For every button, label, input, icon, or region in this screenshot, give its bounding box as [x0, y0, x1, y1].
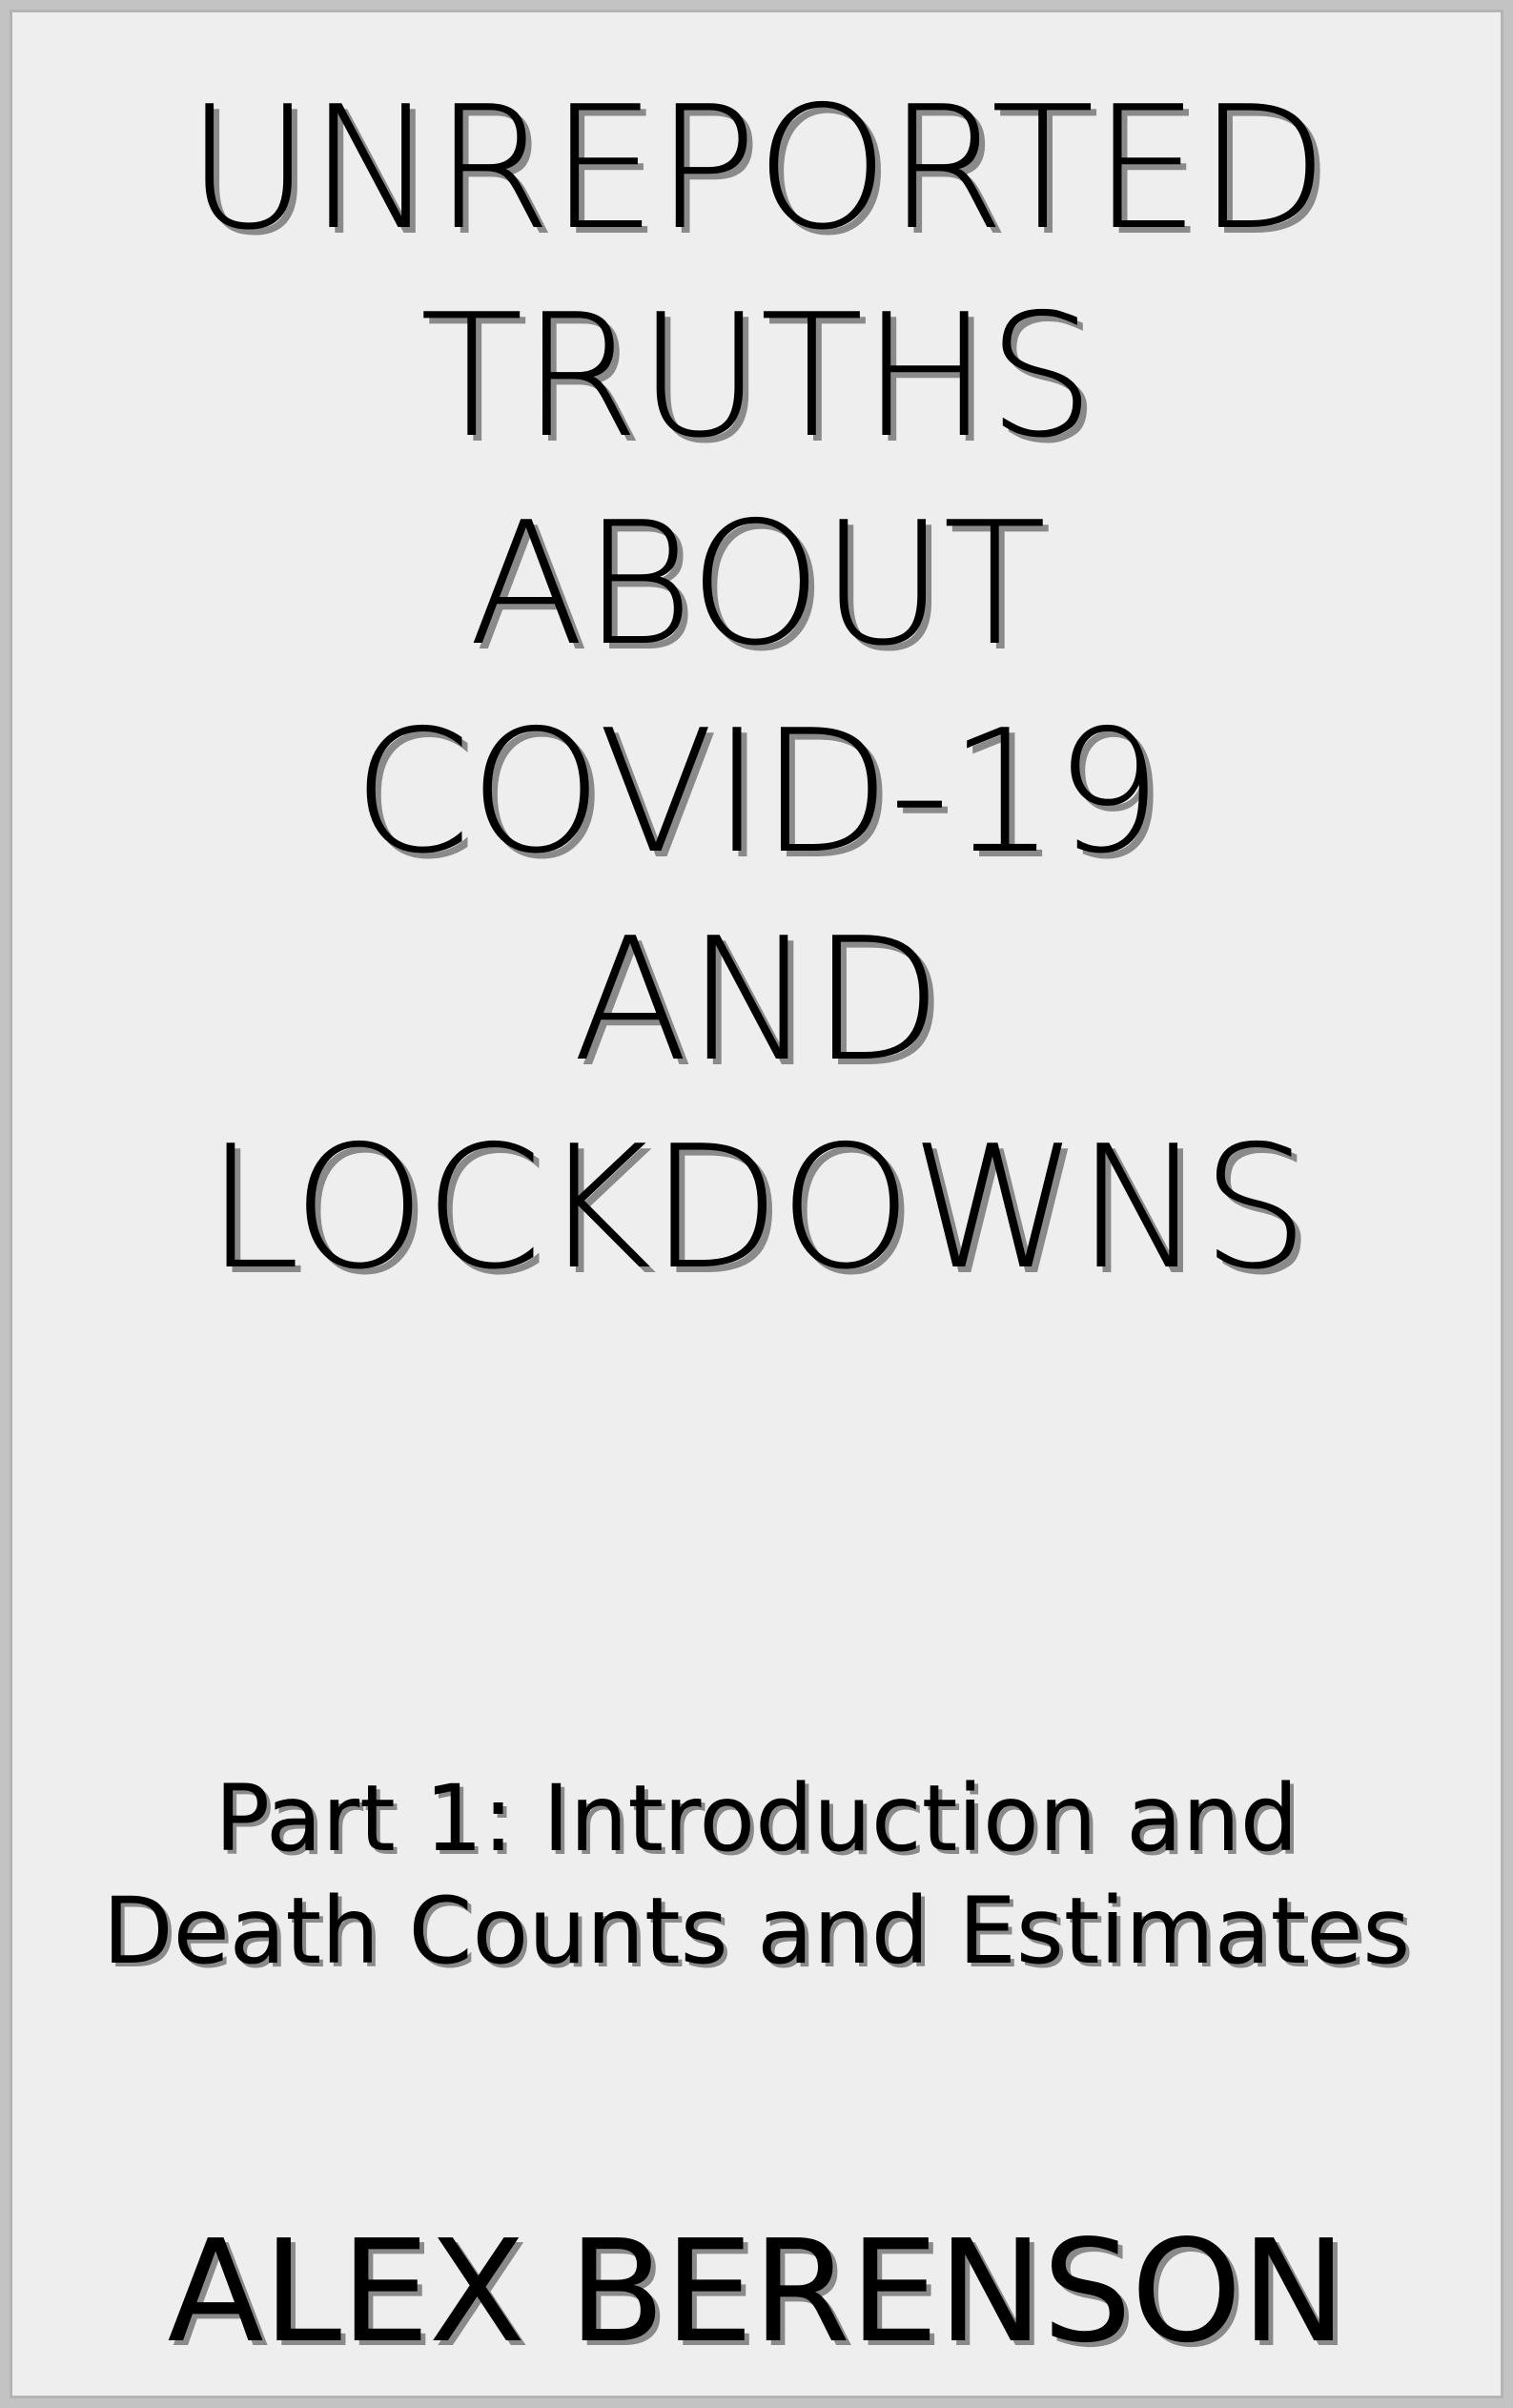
book-subtitle	[12, 1762, 1501, 1987]
title-line: COVID-19	[352, 693, 1161, 891]
title-line: ABOUT	[468, 485, 1045, 683]
book-cover	[10, 10, 1503, 2398]
title-line: AND	[572, 901, 941, 1099]
title-line: TRUTHS	[419, 278, 1094, 475]
subtitle-line: Part 1: Introduction and	[215, 1765, 1298, 1872]
title-line: UNREPORTED	[186, 70, 1327, 267]
author-name: ALEX BERENSON	[167, 2210, 1346, 2374]
subtitle-line: Death Counts and Estimates	[102, 1878, 1411, 1985]
title-line: LOCKDOWNS	[205, 1109, 1308, 1307]
book-title	[12, 65, 1501, 1312]
